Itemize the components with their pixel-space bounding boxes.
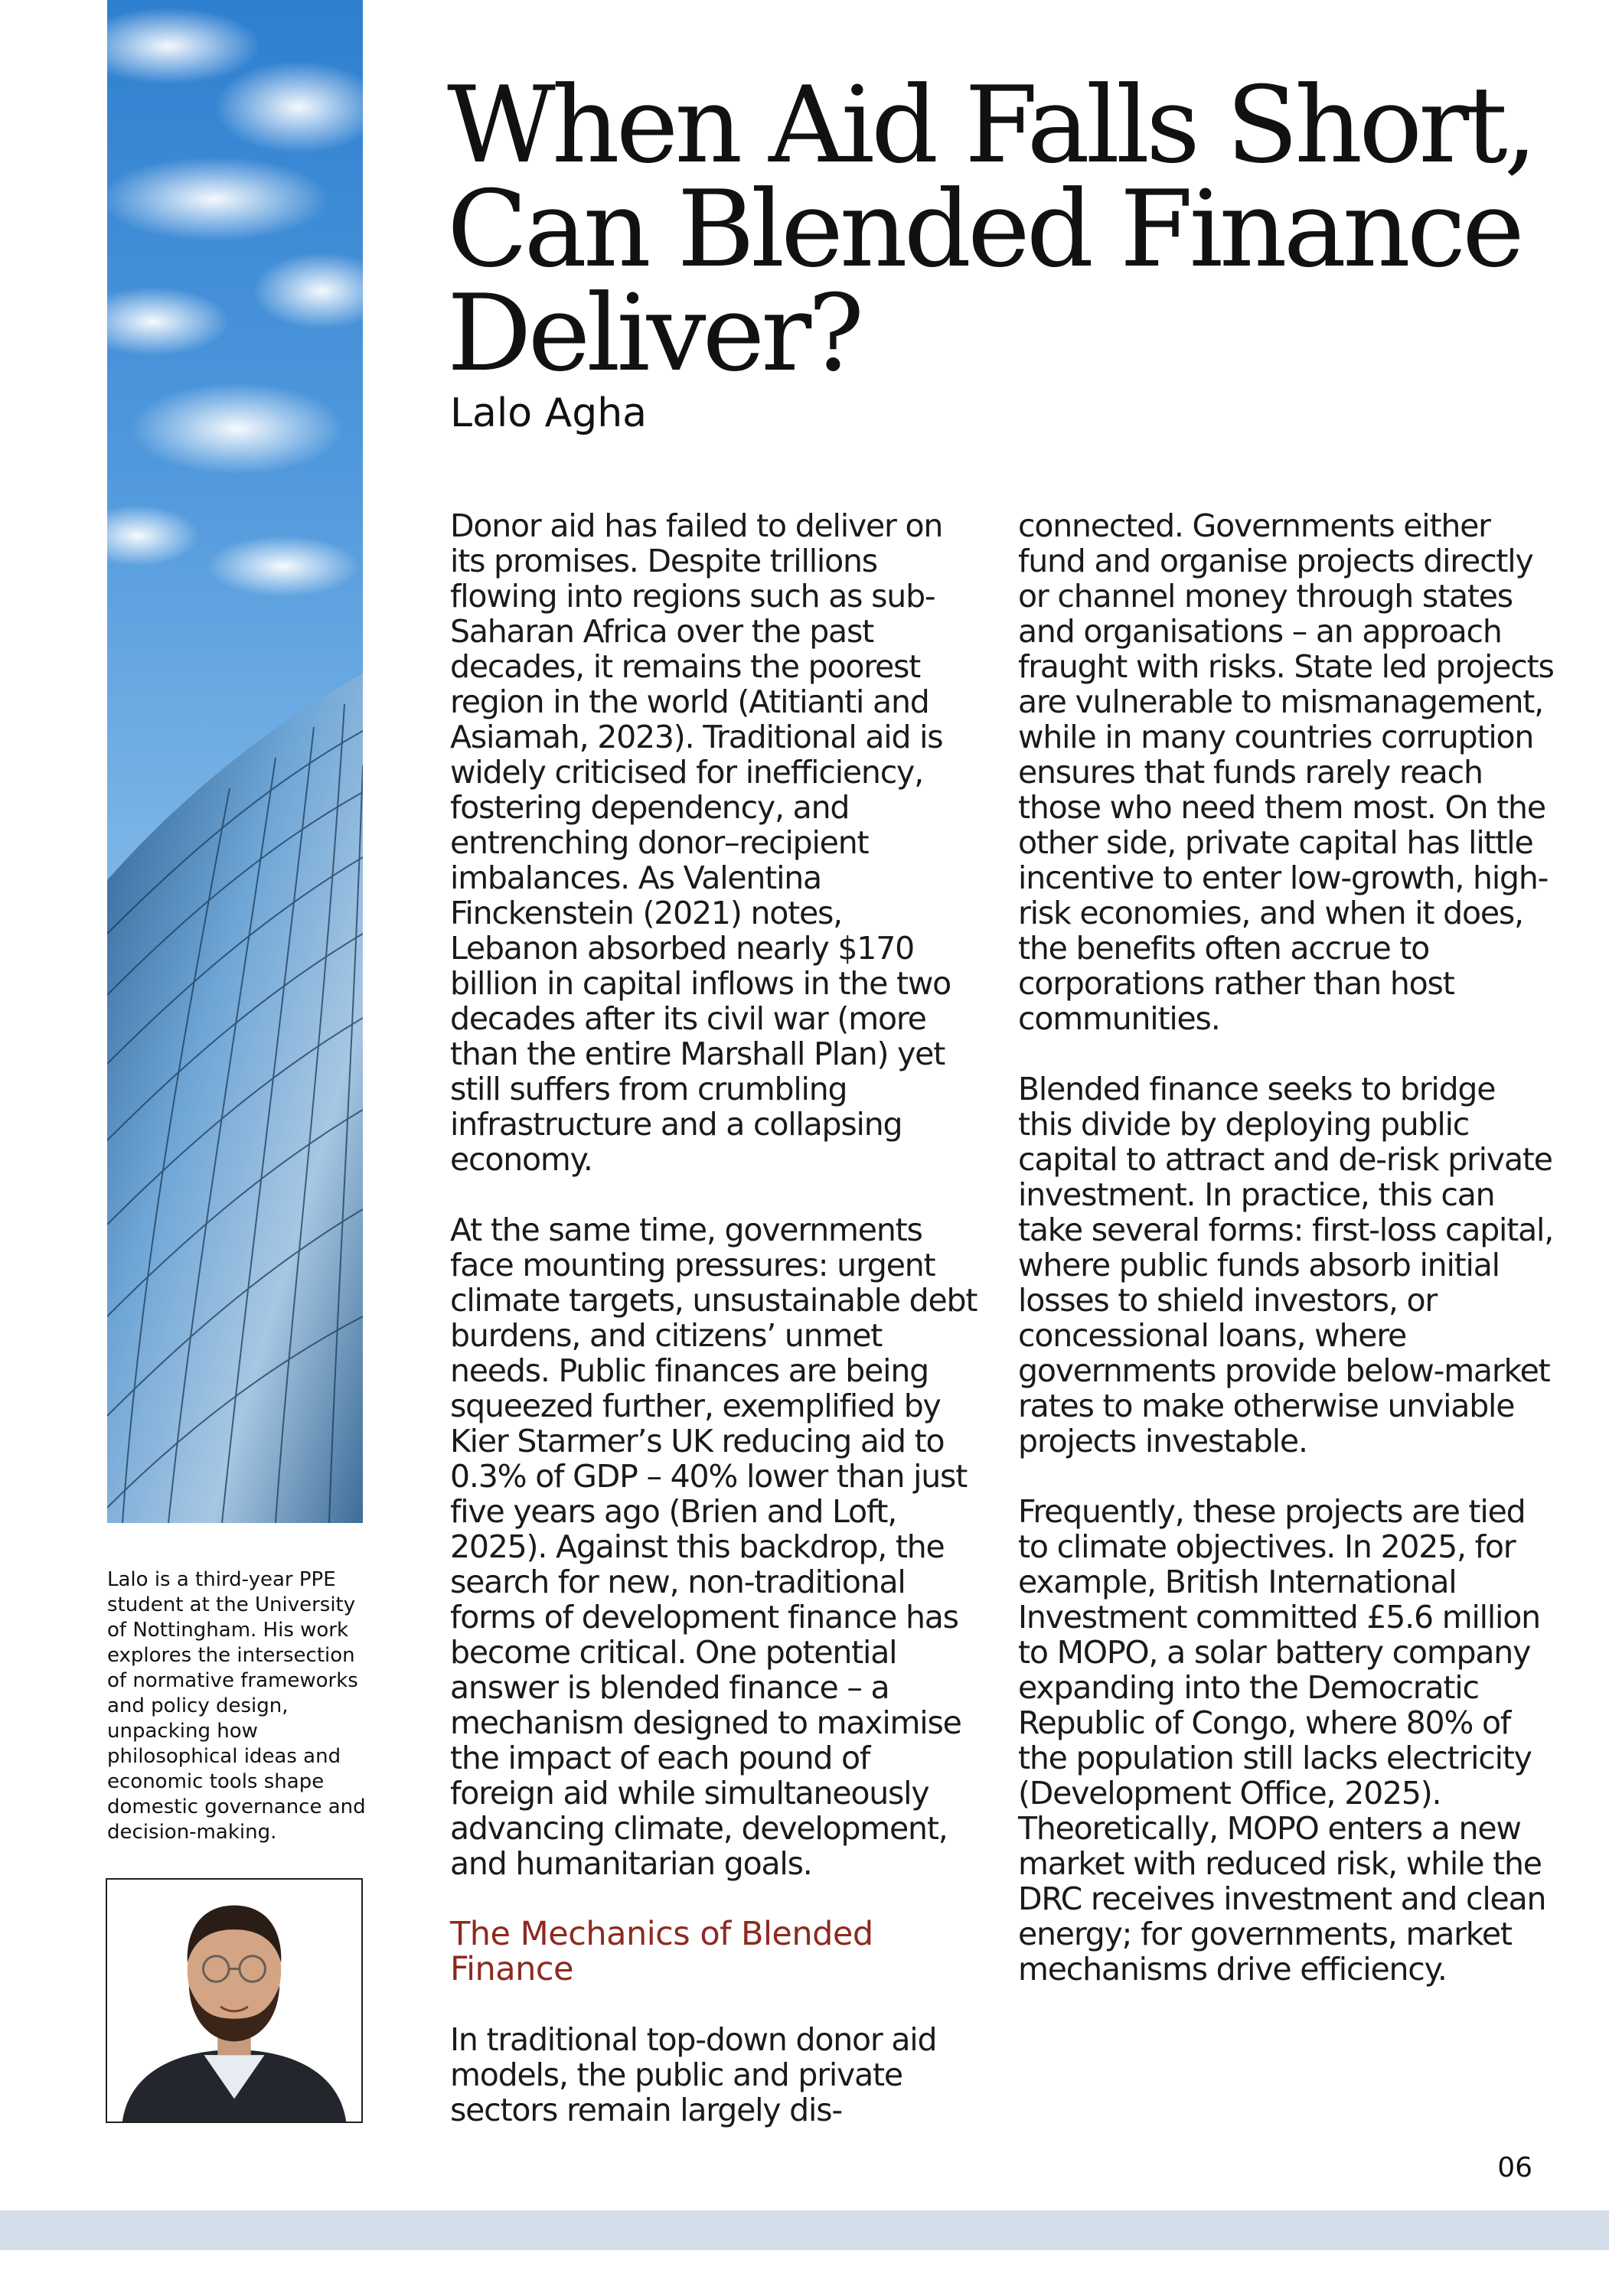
article-column-left — [450, 508, 978, 2128]
article-column-right — [1018, 508, 1554, 1987]
paragraph: Blended finance seeks to bridge this divide by deploying public capital to attract and de-risk private investment. In practice, this can take several forms: first-loss capital, where public funds absorb initial losses to shield investors, or concessional loans, where governments provide below-market rates to make otherwise unviable projects investable. — [1018, 1071, 1554, 1459]
skyscraper-illustration — [107, 0, 363, 1523]
paragraph: At the same time, governments face mounting pressures: urgent climate targets, unsustainable debt burdens, and citizens’ unmet needs. Public finances are being squeezed further, exemplified by Kier Starmer’s UK reducing aid to 0.3% of GDP – 40% lower than just five years ago (Brien and Loft, 2025). Against this backdrop, the search for new, non-traditional forms of development finance has become critical. One potential answer is blended finance – a mechanism designed to maximise the impact of each pound of foreign aid while simultaneously advancing climate, development, and humanitarian goals. — [450, 1212, 977, 1882]
article-author: Lalo Agha — [450, 390, 648, 436]
footer-band — [0, 2210, 1609, 2250]
article-title: When Aid Falls Short, Can Blended Finance Deliver? — [447, 64, 1534, 395]
page-number: 06 — [1497, 2152, 1532, 2183]
paragraph: Frequently, these projects are tied to climate objectives. In 2025, for example, British International Investment committed £5.6 million to MOPO, a solar battery company expanding into the Democratic Republic of Congo, where 80% of the population still lacks electricity (Development Office, 2025). Theoretically, MOPO enters a new market with reduced risk, while the DRC receives investment and clean energy; for governments, market mechanisms drive efficiency. — [1018, 1493, 1546, 1988]
paragraph: In traditional top-down donor aid models, the public and private sectors remain largely dis- — [450, 2021, 937, 2128]
skyscraper-photo — [107, 0, 363, 1523]
paragraph: Donor aid has failed to deliver on its promises. Despite trillions flowing into regions such as sub-Saharan Africa over the past decades, it remains the poorest region in the world (Atitianti and Asiamah, 2023). Traditional aid is widely criticised for inefficiency, fostering dependency, and entrenching donor–recipient imbalances. As Valentina Finckenstein (2021) notes, Lebanon absorbed nearly $170 billion in capital inflows in the two decades after its civil war (more than the entire Marshall Plan) yet still suffers from crumbling infrastructure and a collapsing economy. — [450, 507, 951, 1178]
paragraph: connected. Governments either fund and organise projects directly or channel money through states and organisations – an approach fraught with risks. State led projects are vulnerable to mismanagement, while in many countries corruption ensures that funds rarely reach those who need them most. On the other side, private capital has little incentive to enter low-growth, high-risk economies, and when it does, the benefits often accrue to corporations rather than host communities. — [1018, 507, 1554, 1037]
portrait-illustration — [107, 1880, 361, 2122]
author-portrait — [106, 1878, 363, 2123]
section-heading: The Mechanics of Blended Finance — [450, 1915, 873, 1988]
author-bio: Lalo is a third-year PPE student at the University of Nottingham. His work explores the intersection of normative frameworks and policy design, unpacking how philosophical ideas and economic tools shape domestic governance and decision-making. — [107, 1568, 366, 1844]
